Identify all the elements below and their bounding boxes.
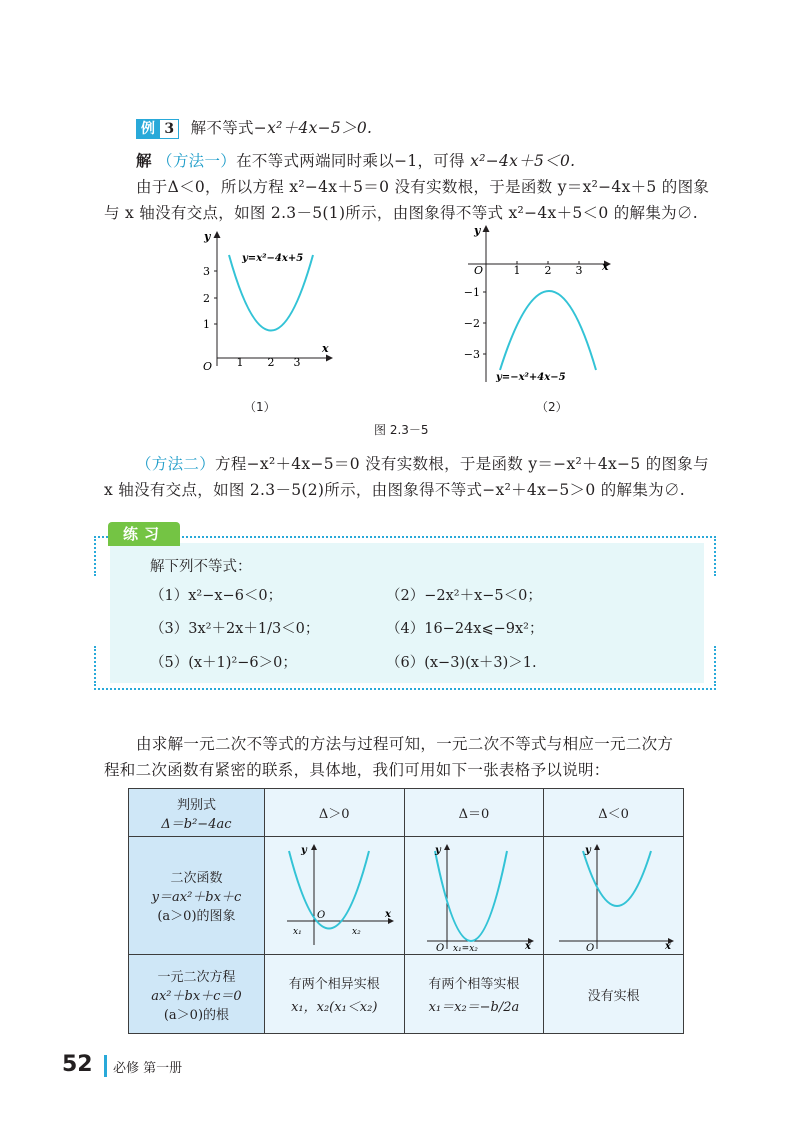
function-label: y=x²−4x+5	[242, 253, 304, 264]
x-axis-label: x	[322, 342, 329, 355]
x-tick-label: 3	[293, 356, 301, 369]
comparison-table	[128, 788, 684, 1034]
table-header-cell: Δ＝0	[404, 789, 544, 837]
x-tick-label: 2	[544, 264, 552, 277]
method-two-text: 方程−x²＋4x−5＝0 没有实数根，于是函数 y＝−x²＋4x−5 的图象与	[215, 455, 709, 473]
y-tick-label: 2	[203, 292, 210, 305]
solution-line-3: 与 x 轴没有交点，如图 2.3－5(1)所示，由图象得不等式 x²−4x＋5＜0 的解集为∅.	[104, 204, 698, 222]
root-label: x₁	[293, 926, 302, 937]
practice-item: （4）16−24x⩽−9x²；	[386, 621, 544, 637]
table-cell-graph	[544, 837, 684, 955]
roots-description: 没有实根	[587, 988, 640, 1004]
y-axis-label: y	[474, 224, 481, 237]
x-tick-label: 3	[575, 264, 583, 277]
solution-line-1-math: x²−4x＋5＜0.	[470, 152, 576, 170]
x-axis-label: x	[664, 940, 671, 952]
y-tick-label: 1	[203, 318, 210, 331]
root-label: x₁=x₂	[452, 943, 478, 954]
page-number: 52	[62, 1052, 93, 1077]
practice-item: （2）−2x²＋x−5＜0；	[386, 588, 542, 604]
solution-line-1-text: 在不等式两端同时乘以−1，可得	[236, 152, 465, 170]
table-cell	[544, 955, 684, 1034]
example-badge: 例	[136, 119, 160, 139]
practice-item: （5）(x＋1)²−6＞0；	[150, 655, 297, 671]
solution-line-2: 由于Δ＜0，所以方程 x²−4x＋5＝0 没有实数根，于是函数 y＝x²−4x＋5 的图象	[136, 178, 710, 196]
roots-description: 有两个相等实根	[428, 977, 520, 992]
function-label: y=−x²+4x−5	[496, 372, 566, 383]
table-row	[129, 955, 684, 1034]
summary-line-2: 程和二次函数有紧密的联系，具体地，我们可用如下一张表格予以说明：	[104, 761, 610, 779]
parabola-curve	[435, 851, 507, 941]
example-heading	[136, 116, 372, 139]
figure-caption: 图 2.3－5	[374, 423, 429, 437]
table-cell	[264, 955, 404, 1034]
row-label-line: ax²＋bx＋c＝0	[151, 988, 242, 1004]
subcaption-2: （2）	[536, 400, 568, 414]
practice-item: （1）x²−x−6＜0；	[150, 588, 283, 604]
origin-label: O	[474, 264, 484, 277]
parabola-curve	[229, 255, 313, 331]
table-row-label	[129, 955, 265, 1034]
graph-one-root	[409, 841, 539, 954]
example-title: 解不等式	[190, 119, 254, 137]
origin-label: O	[435, 942, 445, 954]
roots-description: 有两个相异实根	[288, 977, 380, 992]
x-axis-label: x	[602, 260, 609, 273]
row-label-line: (a＞0)的图象	[157, 909, 236, 924]
table-row-label	[129, 837, 265, 955]
method-one-label: （方法一）	[157, 152, 237, 170]
method-two-label: （方法二）	[136, 455, 216, 473]
table-cell	[404, 955, 544, 1034]
roots-formula: x₁＝x₂＝−b/2a	[428, 1000, 520, 1015]
origin-label: O	[585, 942, 594, 954]
method-two-line-1	[136, 452, 709, 474]
row-label-line: (a＞0)的根	[163, 1007, 230, 1023]
roots-formula: x₁，x₂(x₁＜x₂)	[291, 1000, 378, 1015]
y-tick-label: −1	[463, 286, 480, 299]
y-axis-label: y	[584, 844, 591, 856]
y-axis-label: y	[204, 230, 211, 243]
table-row	[129, 837, 684, 955]
y-axis-label: y	[434, 844, 441, 856]
parabola-curve	[500, 291, 596, 370]
y-axis-label: y	[301, 844, 308, 856]
row-label-line: 二次函数	[170, 871, 223, 886]
solution-line-1	[136, 149, 575, 171]
table-cell-graph	[264, 837, 404, 955]
method-two-line-2: x 轴没有交点，如图 2.3－5(2)所示，由图象得不等式−x²＋4x−5＞0 的解集为∅.	[104, 481, 685, 499]
origin-label: O	[203, 360, 213, 373]
root-label: x₂	[352, 926, 361, 937]
x-axis-label: x	[385, 908, 392, 920]
graph-two-roots	[269, 841, 399, 951]
y-tick-label: −2	[463, 317, 480, 330]
page-bar	[104, 1055, 107, 1077]
practice-intro: 解下列不等式：	[150, 559, 252, 575]
x-tick-label: 1	[236, 356, 244, 369]
table-cell-graph	[404, 837, 544, 955]
x-tick-label: 2	[267, 356, 275, 369]
parabola-curve	[289, 851, 369, 929]
figure-graph-2	[463, 222, 616, 390]
book-title: 必修 第一册	[113, 1061, 183, 1076]
row-label-line: 一元二次方程	[157, 969, 236, 985]
y-tick-label: −3	[463, 348, 480, 361]
solution-label: 解	[136, 151, 152, 170]
practice-item: （6）(x−3)(x＋3)＞1.	[386, 655, 537, 671]
header-discriminant-formula: Δ＝b²−4ac	[161, 816, 232, 832]
origin-label: O	[317, 909, 326, 921]
practice-item: （3）3x²＋2x＋1/3＜0；	[150, 621, 320, 637]
figure-graph-1	[192, 226, 342, 376]
table-header-cell	[129, 789, 265, 837]
graph-no-root	[549, 841, 679, 954]
subcaption-1: （1）	[244, 400, 276, 414]
example-inequality: −x²＋4x−5＞0.	[253, 119, 373, 137]
parabola-curve	[583, 851, 651, 906]
summary-line-1: 由求解一元二次不等式的方法与过程可知，一元二次不等式与相应一元二次方	[136, 735, 674, 753]
y-tick-label: 3	[203, 265, 210, 278]
table-header-cell: Δ＞0	[264, 789, 404, 837]
practice-tag: 练习	[108, 522, 180, 546]
row-label-line: y＝ax²＋bx＋c	[151, 890, 242, 905]
table-header-row	[129, 789, 684, 837]
header-discriminant-label: 判别式	[176, 797, 216, 813]
x-tick-label: 1	[513, 264, 521, 277]
x-axis-label: x	[524, 940, 531, 952]
example-number: 3	[160, 119, 179, 139]
table-header-cell: Δ＜0	[544, 789, 684, 837]
